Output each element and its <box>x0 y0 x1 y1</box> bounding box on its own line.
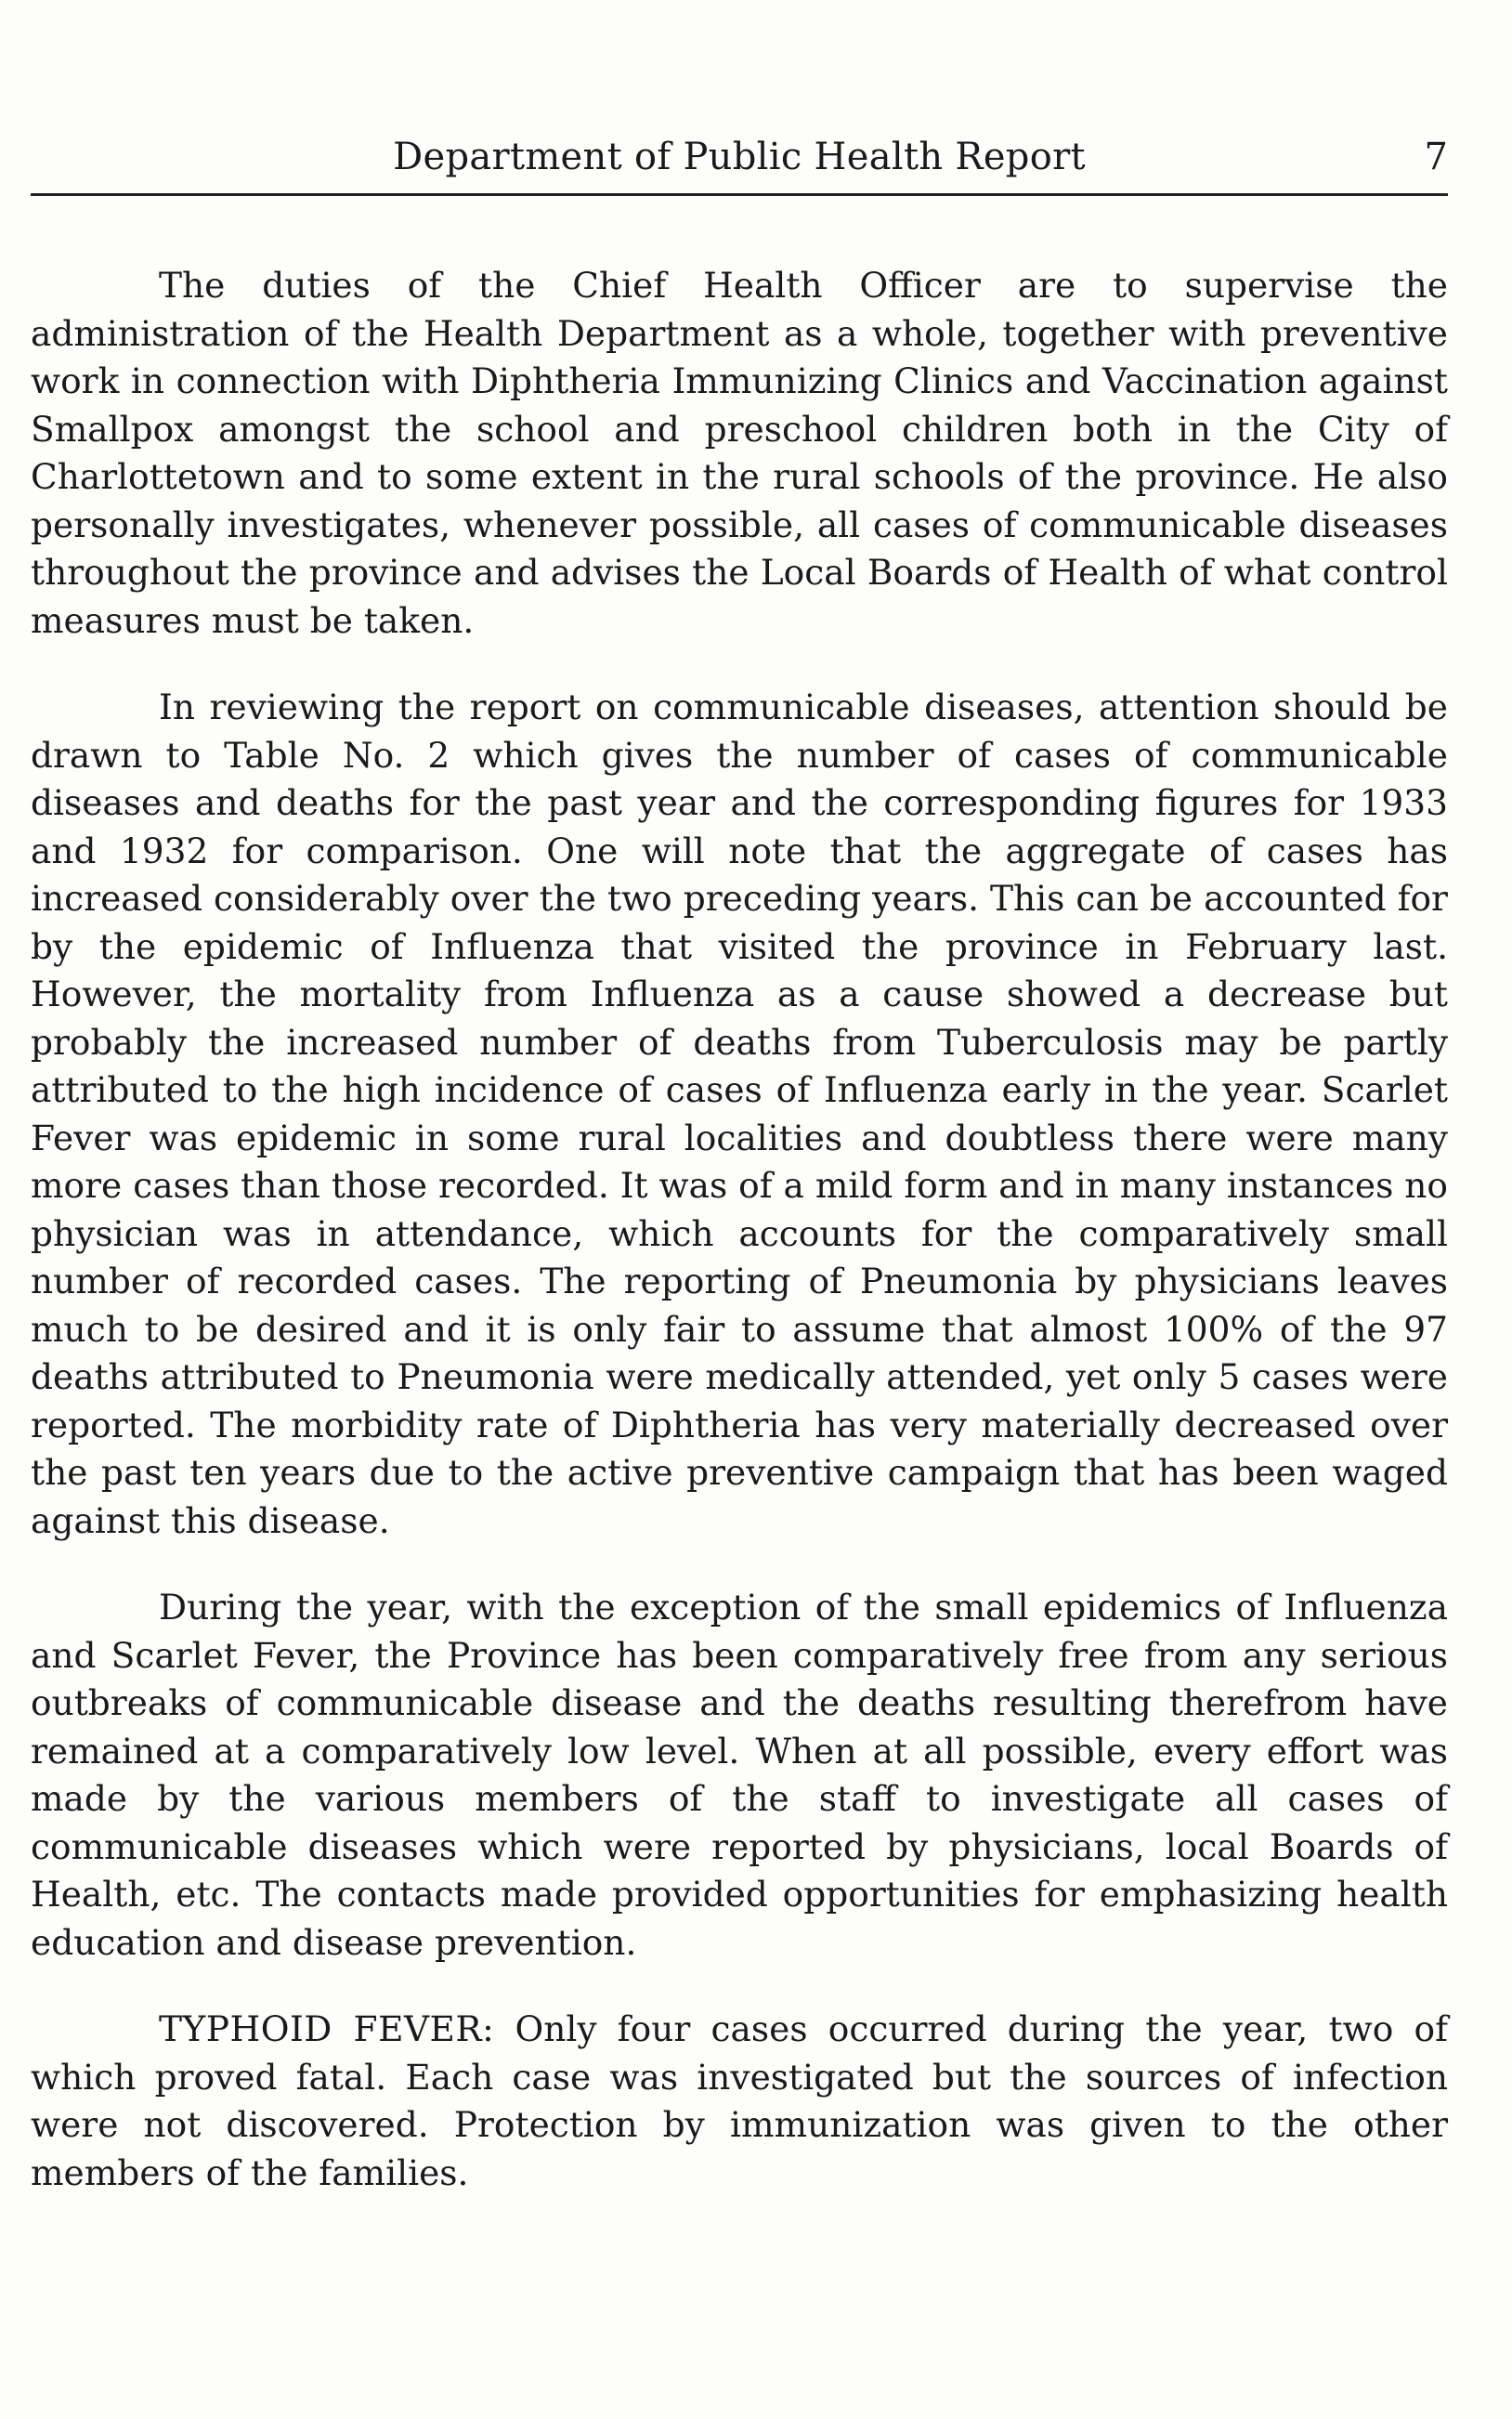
paragraph-typhoid-fever <box>31 2006 1448 2197</box>
running-header <box>31 126 1448 196</box>
paragraph-chief-health-officer-duties <box>31 262 1448 645</box>
paragraph-text: In reviewing the report on communicable diseases, attention should be drawn to Table No. 2 which gives the number of cases of communicable diseases and deaths for the past year and the corresponding figures for 1933 and 1932 for comparison. One will note that the aggregate of cases has increased considerably over the two preceding years. This can be accounted for by the epidemic of Influenza that visited the province in February last. However, the mortality from Influenza as a cause showed a decrease but probably the increased number of deaths from Tuberculosis may be partly attributed to the high incidence of cases of Influenza early in the year. Scarlet Fever was epidemic in some rural localities and doubtless there were many more cases than those recorded. It was of a mild form and in many instances no physician was in attendance, which accounts for the comparatively small number of recorded cases. The reporting of Pneumonia by physicians leaves much to be desired and it is only fair to assume that almost 100% of the 97 deaths attributed to Pneumonia were medically attended, yet only 5 cases were reported. The morbidity rate of Diphtheria has very materially decreased over the past ten years due to the active preventive campaign that has been waged against this disease. <box>31 686 1448 1541</box>
body-text <box>31 262 1448 2197</box>
section-lead-heading: TYPHOID FEVER: <box>159 2008 495 2049</box>
paragraph-text: During the year, with the exception of the small epidemics of Influenza and Scarlet Fever, the Province has been comparatively free from any serious outbreaks of communicable disease and the deaths resulting therefrom have remained at a comparatively low level. When at all possible, every effort was made by the various members of the staff to investigate all cases of communicable diseases which were reported by physicians, local Boards of Health, etc. The contacts made provided opportunities for emphasizing health education and disease prevention. <box>31 1587 1448 1963</box>
paragraph-communicable-diseases-review <box>31 684 1448 1545</box>
paragraph-text: The duties of the Chief Health Officer are to supervise the administration of the Health Department as a whole, together with preventive work in connection with Diphtheria Immunizing Clinics and Vaccination against Smallpox amongst the school and preschool children both in the City of Charlottetown and to some extent in the rural schools of the province. He also personally investigates, whenever possible, all cases of communicable diseases throughout the province and advises the Local Boards of Health of what control measures must be taken. <box>31 265 1448 641</box>
paragraph-text: Only four cases occurred during the year, two of which proved fatal. Each case was investigated but the sources of infection were not discovered. Protection by immunization was given to the other members of the families. <box>31 2008 1448 2193</box>
paragraph-year-summary <box>31 1584 1448 1967</box>
running-title: Department of Public Health Report <box>393 136 1086 178</box>
page-number: 7 <box>1424 136 1448 178</box>
